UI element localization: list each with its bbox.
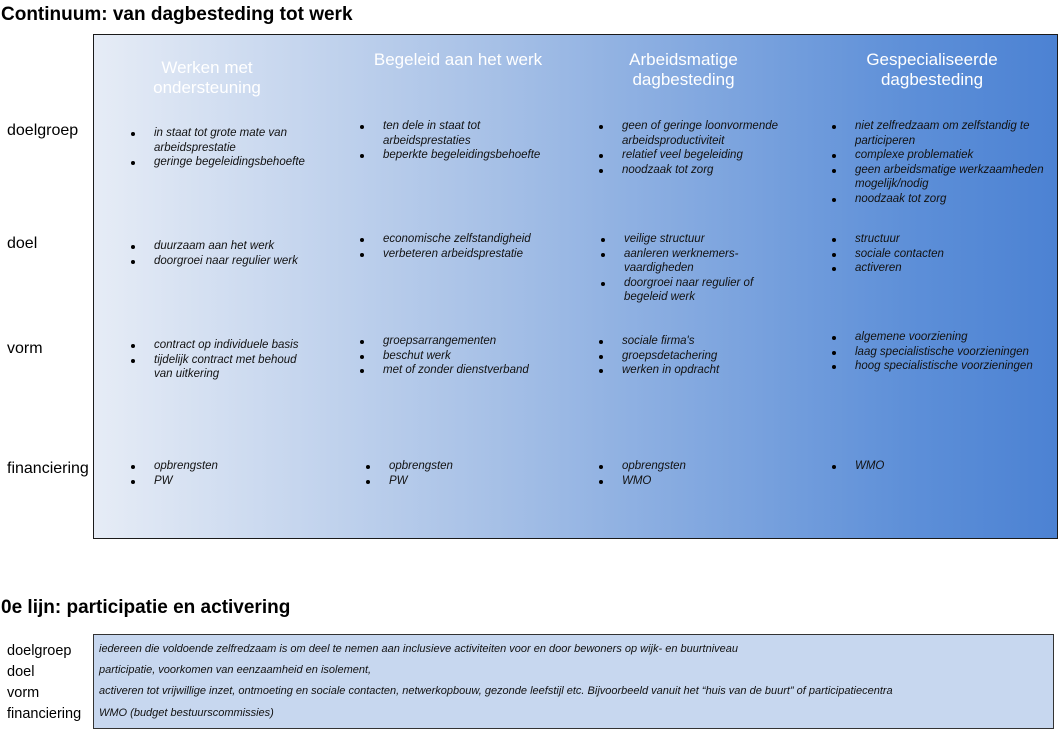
cell-doel-werken-met-ondersteuning [131, 239, 331, 268]
section2-label-doel: doel [7, 664, 35, 680]
cell-financiering-arbeidsmatige-dagbesteding [599, 459, 759, 488]
list-item: doorgroei naar regulier of begeleid werk [601, 276, 786, 305]
list-item: in staat tot grote mate van arbeidsprestatie [131, 126, 311, 155]
list-item: algemene voorziening [832, 330, 1054, 345]
list-item: aanleren werknemers-vaardigheden [601, 247, 786, 276]
row-label-financiering: financiering [7, 460, 89, 477]
cell-doel-begeleid-aan-het-werk [360, 232, 570, 261]
list-item: noodzaak tot zorg [832, 192, 1054, 207]
list-item: opbrengsten [131, 459, 291, 474]
list-item: activeren [832, 261, 1032, 276]
cell-doelgroep-begeleid-aan-het-werk [360, 119, 560, 163]
column-title-arbeidsmatige-dagbesteding: Arbeidsmatige dagbesteding [629, 50, 738, 89]
list-item: beschut werk [360, 349, 570, 364]
list-item: opbrengsten [599, 459, 759, 474]
cell-vorm-begeleid-aan-het-werk [360, 334, 570, 378]
list-item: opbrengsten [366, 459, 526, 474]
section2-text-vorm: activeren tot vrijwillige inzet, ontmoeting en sociale contacten, netwerkopbouw, gezonde leefstijl etc. Bijvoorbeeld vanuit het “huis van de buurt” of participatiecentra [99, 685, 893, 697]
list-item: contract op individuele basis [131, 338, 311, 353]
cell-doel-gespecialiseerde-dagbesteding [832, 232, 1032, 276]
list-item: relatief veel begeleiding [599, 148, 799, 163]
list-item: groepsarrangementen [360, 334, 570, 349]
list-item: sociale contacten [832, 247, 1032, 262]
cell-financiering-gespecialiseerde-dagbesteding [832, 459, 992, 474]
column-title-werken-met-ondersteuning: Werken met ondersteuning [153, 58, 261, 97]
list-item: verbeteren arbeidsprestatie [360, 247, 570, 262]
list-item: doorgroei naar regulier werk [131, 254, 331, 269]
list-item: geen arbeidsmatige werkzaamheden mogelijk/nodig [832, 163, 1054, 192]
column-title-begeleid-aan-het-werk: Begeleid aan het werk [373, 50, 543, 69]
list-item: veilige structuur [601, 232, 786, 247]
list-item: sociale firma's [599, 334, 799, 349]
list-item: beperkte begeleidingsbehoefte [360, 148, 560, 163]
list-item: PW [366, 474, 526, 489]
list-item: duurzaam aan het werk [131, 239, 331, 254]
cell-doelgroep-gespecialiseerde-dagbesteding [832, 119, 1054, 207]
continuum-matrix [93, 34, 1058, 539]
list-item: niet zelfredzaam om zelfstandig te participeren [832, 119, 1054, 148]
list-item: structuur [832, 232, 1032, 247]
section2-label-vorm: vorm [7, 685, 40, 701]
cell-doelgroep-arbeidsmatige-dagbesteding [599, 119, 799, 177]
row-label-doel: doel [7, 235, 38, 252]
cell-doelgroep-werken-met-ondersteuning [131, 126, 311, 170]
list-item: geringe begeleidingsbehoefte [131, 155, 311, 170]
list-item: geen of geringe loonvormende arbeidsproductiviteit [599, 119, 799, 148]
list-item: hoog specialistische voorzieningen [832, 359, 1054, 374]
cell-vorm-gespecialiseerde-dagbesteding [832, 330, 1054, 374]
section2-label-doelgroep: doelgroep [7, 643, 72, 659]
cell-financiering-werken-met-ondersteuning [131, 459, 291, 488]
section2-text-financiering: WMO (budget bestuurscommissies) [99, 707, 274, 719]
cell-vorm-arbeidsmatige-dagbesteding [599, 334, 799, 378]
cell-financiering-begeleid-aan-het-werk [366, 459, 526, 488]
section-title-participatie: 0e lijn: participatie en activering [1, 597, 291, 618]
row-label-doelgroep: doelgroep [7, 122, 79, 139]
list-item: economische zelfstandigheid [360, 232, 570, 247]
list-item: groepsdetachering [599, 349, 799, 364]
list-item: complexe problematiek [832, 148, 1054, 163]
list-item: laag specialistische voorzieningen [832, 345, 1054, 360]
column-title-gespecialiseerde-dagbesteding: Gespecialiseerde dagbesteding [866, 50, 998, 89]
list-item: WMO [832, 459, 992, 474]
list-item: WMO [599, 474, 759, 489]
section2-text-doel: participatie, voorkomen van eenzaamheid en isolement, [99, 664, 372, 676]
section2-label-financiering: financiering [7, 706, 82, 722]
list-item: PW [131, 474, 291, 489]
list-item: ten dele in staat tot arbeidsprestaties [360, 119, 560, 148]
list-item: tijdelijk contract met behoud van uitkering [131, 353, 311, 382]
list-item: met of zonder dienstverband [360, 363, 570, 378]
section2-text-doelgroep: iedereen die voldoende zelfredzaam is om deel te nemen aan inclusieve activiteiten voor en door bewoners op wijk- en buurtniveau [99, 643, 738, 655]
cell-vorm-werken-met-ondersteuning [131, 338, 311, 382]
page-title: Continuum: van dagbesteding tot werk [1, 4, 353, 25]
row-label-vorm: vorm [7, 340, 43, 357]
cell-doel-arbeidsmatige-dagbesteding [601, 232, 786, 305]
list-item: werken in opdracht [599, 363, 799, 378]
list-item: noodzaak tot zorg [599, 163, 799, 178]
